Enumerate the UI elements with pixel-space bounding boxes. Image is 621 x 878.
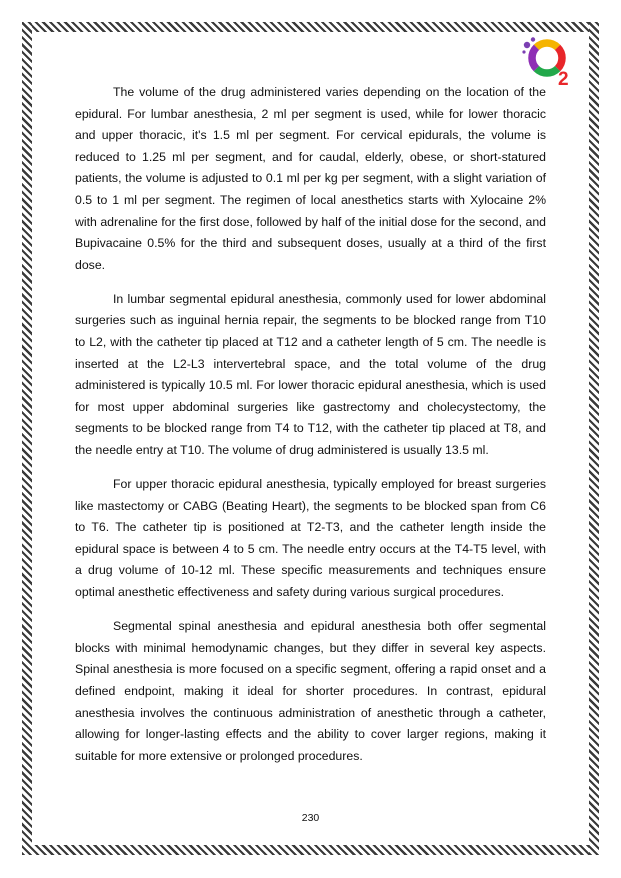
paragraph-lumbar-segmental: In lumbar segmental epidural anesthesia, commonly used for lower abdominal surgeries such as inguinal hernia repair, the segments to be blocked range from T10 to L2, with the catheter tip placed at T12 and a catheter length of 5 cm. The needle is inserted at the L2-L3 intervertebral space, and the total volume of the drug administered is typically 10.5 ml. For lower thoracic epidural anesthesia, which is used for most upper abdominal surgeries like gastrectomy and cholecystectomy, the segments to be blocked range from T4 to T12, with the catheter tip placed at T8, and the needle entry at T10. The volume of drug administered is usually 13.5 ml. (75, 291, 546, 457)
svg-text:2: 2 (558, 69, 569, 88)
o2-logo-icon (521, 36, 579, 88)
decorative-border-bottom (22, 845, 599, 855)
body-text (75, 82, 546, 780)
decorative-border-right (589, 22, 599, 855)
paragraph-spinal-vs-epidural: Segmental spinal anesthesia and epidural anesthesia both offer segmental blocks with minimal hemodynamic changes, but they differ in several key aspects. Spinal anesthesia is more focused on a specific segment, offering a rapid onset and a defined endpoint, making it ideal for shorter procedures. In contrast, epidural anesthesia involves the continuous administration of anesthetic through a catheter, allowing for longer-lasting effects and the ability to cover larger regions, making it suitable for more extensive or prolonged procedures. (75, 619, 546, 763)
decorative-border-top (22, 22, 599, 32)
paragraph-drug-volume: The volume of the drug administered varies depending on the location of the epidural. For lumbar anesthesia, 2 ml per segment is used, while for lower thoracic and upper thoracic, it's 1.5 ml per segment. For cervical epidurals, the volume is reduced to 1.25 ml per segment, and for caudal, elderly, obese, or short-statured patients, the volume is adjusted to 0.1 ml per kg per segment, with a slight variation of 0.5 to 1 ml per segment. The regimen of local anesthetics starts with Xylocaine 2% with adrenaline for the first dose, followed by half of the initial dose for the second, and Bupivacaine 0.5% for the third and subsequent doses, usually at a third of the first dose. (75, 85, 546, 272)
paragraph-upper-thoracic: For upper thoracic epidural anesthesia, typically employed for breast surgeries like mastectomy or CABG (Beating Heart), the segments to be blocked span from C6 to T6. The catheter tip is positioned at T2-T3, and the catheter length inside the epidural space is between 4 to 5 cm. The needle entry occurs at the T4-T5 level, with a drug volume of 10-12 ml. These specific measurements and techniques ensure optimal anesthetic effectiveness and safety during various surgical procedures. (75, 477, 546, 600)
decorative-border-left (22, 22, 32, 855)
page-number: 230 (301, 812, 320, 824)
